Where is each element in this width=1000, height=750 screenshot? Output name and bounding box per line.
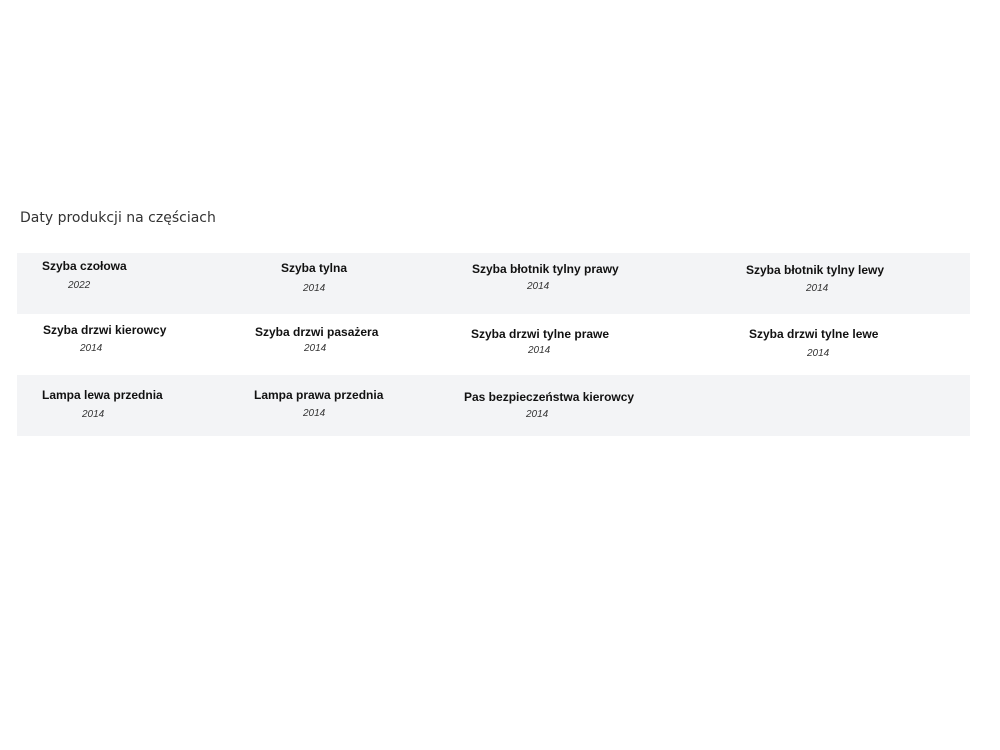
table-cell — [17, 314, 255, 375]
table-cell-empty — [735, 375, 970, 436]
production-year: 2014 — [82, 409, 105, 420]
production-dates-table — [17, 253, 970, 436]
table-row — [17, 314, 970, 375]
production-year: 2014 — [80, 343, 103, 354]
table-cell — [464, 375, 735, 436]
part-name: Szyba drzwi tylne prawe — [471, 327, 610, 341]
table-cell — [735, 314, 970, 375]
production-year: 2014 — [303, 283, 326, 294]
table-cell — [255, 375, 470, 436]
part-name: Pas bezpieczeństwa kierowcy — [464, 390, 635, 404]
part-name: Lampa prawa przednia — [254, 388, 384, 402]
part-name: Szyba drzwi kierowcy — [43, 323, 167, 337]
table-row — [17, 253, 970, 314]
production-year: 2014 — [807, 348, 830, 359]
part-name: Szyba drzwi tylne lewe — [749, 327, 879, 341]
part-name: Szyba drzwi pasażera — [255, 325, 379, 339]
table-cell — [17, 253, 255, 314]
part-name: Szyba tylna — [281, 261, 348, 275]
table-cell — [255, 314, 470, 375]
table-cell — [17, 375, 255, 436]
table-row — [17, 375, 970, 436]
table-cell — [470, 314, 735, 375]
table-cell — [470, 253, 735, 314]
production-year: 2014 — [303, 408, 326, 419]
production-year: 2014 — [806, 283, 829, 294]
production-year: 2014 — [528, 345, 551, 356]
section-title: Daty produkcji na częściach — [20, 210, 216, 226]
part-name: Lampa lewa przednia — [42, 388, 163, 402]
table-cell — [255, 253, 470, 314]
part-name: Szyba błotnik tylny lewy — [746, 263, 885, 277]
part-name: Szyba czołowa — [42, 259, 127, 273]
table-cell — [735, 253, 970, 314]
part-name: Szyba błotnik tylny prawy — [472, 262, 619, 276]
production-year: 2014 — [304, 343, 327, 354]
production-year: 2014 — [527, 281, 550, 292]
production-year: 2022 — [68, 280, 91, 291]
production-year: 2014 — [526, 409, 549, 420]
